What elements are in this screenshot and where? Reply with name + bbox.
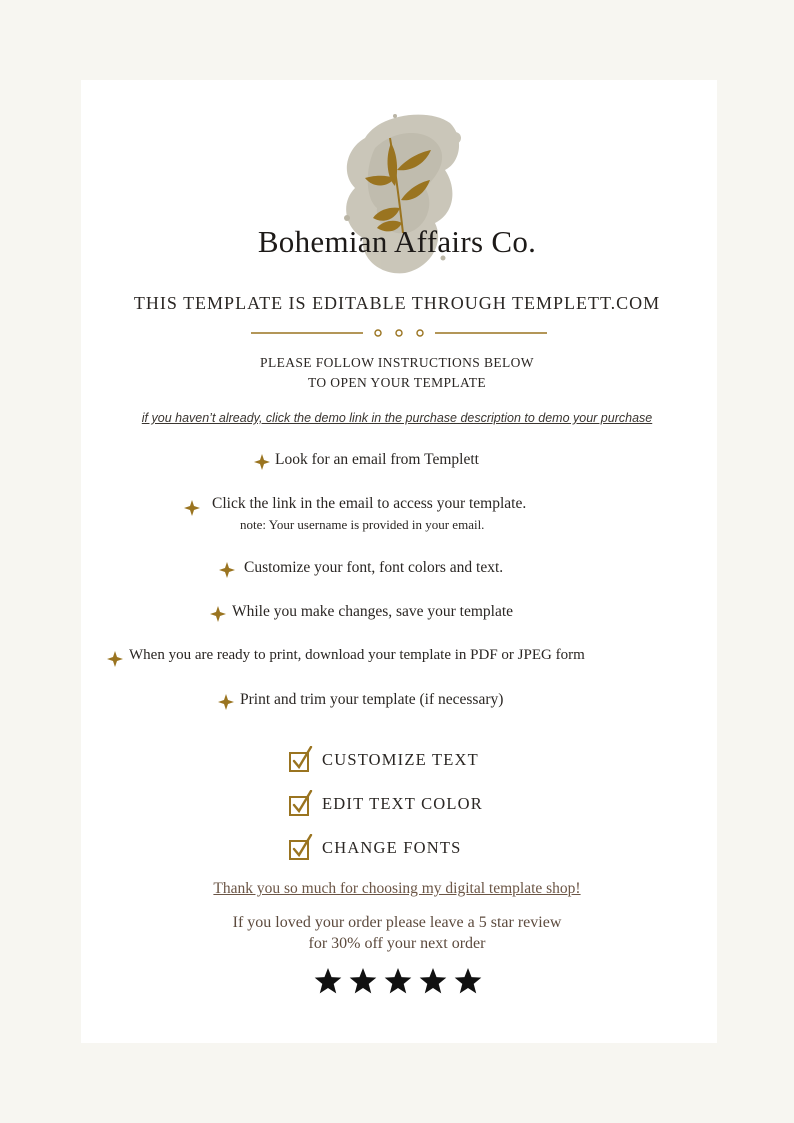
sparkle-icon [219,562,235,578]
thank-you-link[interactable]: Thank you so much for choosing my digital template shop! [213,880,581,897]
instructions-heading-line-1: PLEASE FOLLOW INSTRUCTIONS BELOW [260,355,534,370]
review-request [0,912,794,954]
rating-star-icon [420,968,447,993]
review-line-1: If you loved your order please leave a 5 star review [232,914,562,931]
step-6: Print and trim your template (if necessary) [240,691,504,708]
step-5: When you are ready to print, download your template in PDF or JPEG form [129,647,585,663]
step-1: Look for an email from Templett [275,451,479,468]
review-line-2: for 30% off your next order [308,935,486,952]
step-2-note: note: Your username is provided in your email. [240,517,485,532]
brand-name: Bohemian Affairs Co. [257,224,537,259]
checklist-label: CHANGE FONTS [322,838,462,857]
checkbox-checked-icon [288,790,314,818]
instructions-heading [0,353,794,393]
instructions-heading-line-2: TO OPEN YOUR TEMPLATE [307,375,487,390]
sparkle-icon [210,606,226,622]
rating-star-icon [350,968,377,993]
sparkle-icon [218,694,234,710]
checklist-label: EDIT TEXT COLOR [322,794,483,813]
step-2: Click the link in the email to access your template. [212,495,527,512]
checkbox-checked-icon [288,746,314,774]
rating-star-icon [315,968,342,993]
sparkle-icon [107,651,123,667]
step-3: Customize your font, font colors and text. [244,559,504,576]
five-star-rating [312,965,484,997]
sparkle-icon [254,454,270,470]
demo-link-note[interactable]: if you haven’t already, click the demo link in the purchase description to demo your purchase [141,411,653,425]
checkbox-checked-icon [288,834,314,862]
rating-star-icon [455,968,482,993]
headline: THIS TEMPLATE IS EDITABLE THROUGH TEMPLETT.COM [133,293,661,313]
sparkle-icon [184,500,200,516]
rating-star-icon [385,968,412,993]
step-4: While you make changes, save your template [232,603,514,620]
ornament-divider-icon [251,326,547,340]
checklist-label: CUSTOMIZE TEXT [322,750,479,769]
